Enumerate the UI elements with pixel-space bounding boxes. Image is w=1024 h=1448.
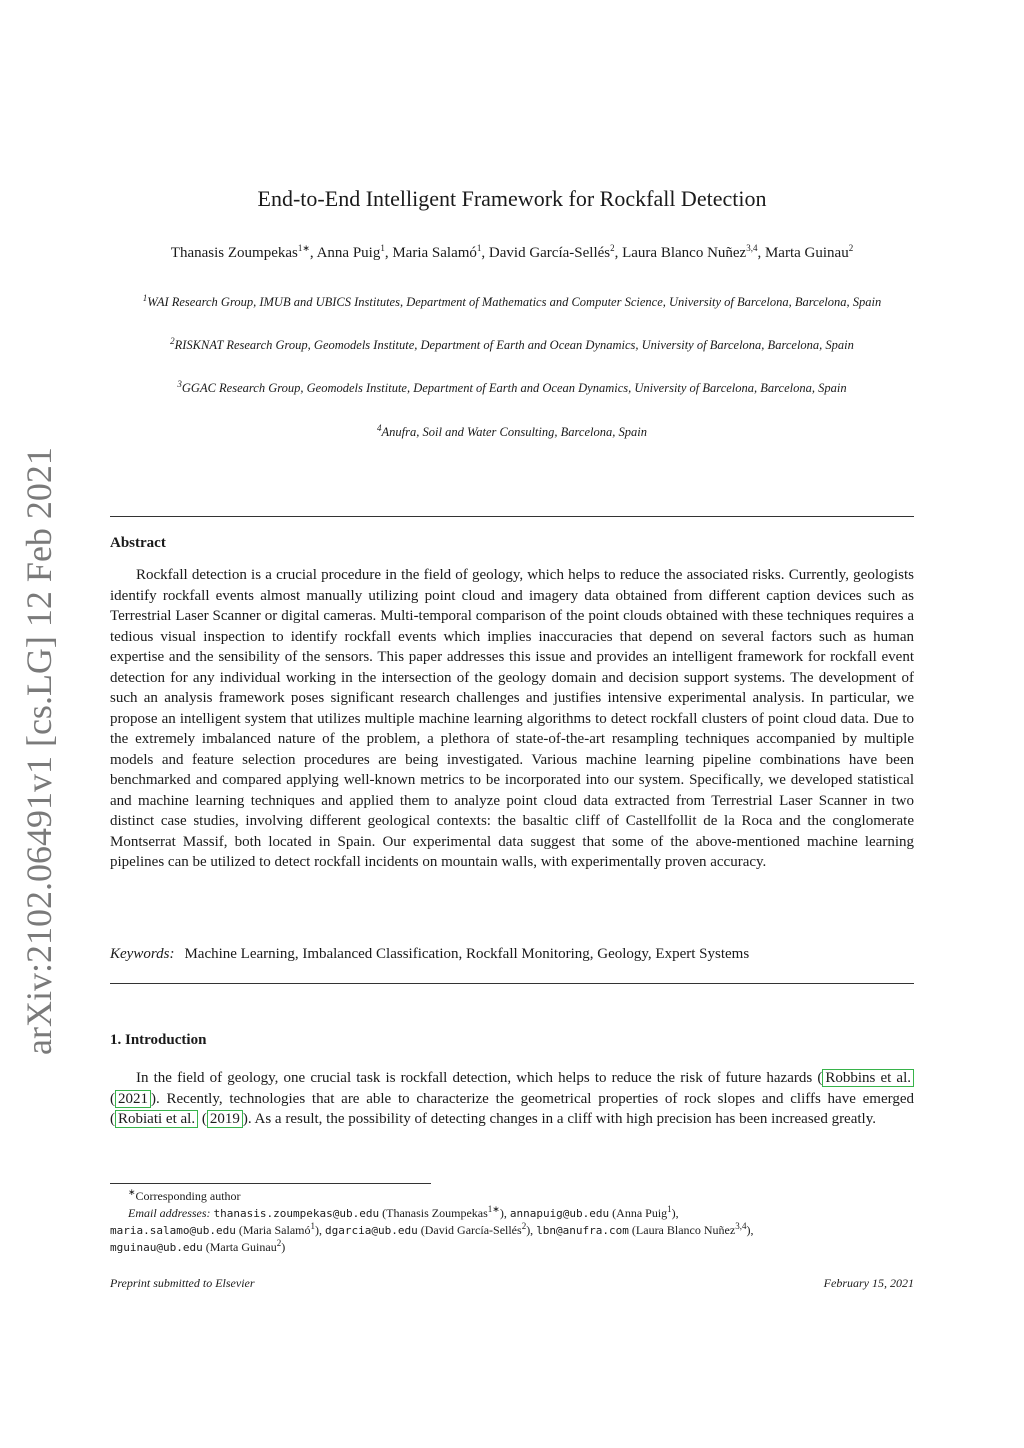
citation-year-link[interactable]: 2019 <box>207 1110 243 1128</box>
corresponding-text: Corresponding author <box>135 1189 241 1203</box>
intro-text-part: ). Recently, technologies that are able to characterize the geometrical properties of rock slopes and cliffs have emerged ( <box>110 1090 914 1127</box>
email-owner-sup: 2 <box>276 1238 282 1248</box>
author-sup: 1 <box>476 243 482 253</box>
email-link[interactable]: dgarcia@ub.edu <box>325 1224 418 1237</box>
keywords-text: Machine Learning, Imbalanced Classification, Rockfall Monitoring, Geology, Expert Systems <box>184 946 750 962</box>
author-sup: 1 <box>380 243 385 253</box>
affiliation-3 <box>120 380 904 397</box>
author-name: Thanasis Zoumpekas <box>170 245 298 261</box>
affiliation-sup: 3 <box>177 378 182 389</box>
affiliation-sup: 1 <box>142 292 148 303</box>
keywords <box>110 946 914 963</box>
preprint-date: February 15, 2021 <box>823 1276 914 1290</box>
abstract-top-rule <box>110 516 914 517</box>
intro-text-part: ). As a result, the possibility of detecting changes in a cliff with high precision has been increased greatly. <box>242 1111 876 1127</box>
keywords-label: Keywords: <box>110 946 175 962</box>
author-name: Laura Blanco Nuñez <box>622 245 747 261</box>
email-owner-sup: 1∗ <box>487 1204 500 1214</box>
abstract-heading: Abstract <box>110 535 166 551</box>
footnote-emails: Email addresses: thanasis.zoumpekas@ub.edu (Thanasis Zoumpekas$^{1∗}$), annapuig@ub.edu (Anna Puig$^1$), <box>128 1204 679 1220</box>
citation-year-link[interactable]: 2021 <box>115 1090 151 1108</box>
email-owner: Marta Guinau <box>209 1240 277 1254</box>
email-link[interactable]: thanasis.zoumpekas@ub.edu <box>213 1207 380 1220</box>
citation-link[interactable]: Robiati et al. <box>115 1110 198 1128</box>
author-name: David García-Sellés <box>488 245 611 261</box>
footnote <box>110 1188 914 1256</box>
affiliation-text: Anufra, Soil and Water Consulting, Barcelona, Spain <box>381 425 647 439</box>
email-owner: David García-Sellés <box>424 1223 522 1237</box>
affiliation-sup: 4 <box>377 422 382 433</box>
citation-link[interactable]: Robbins et al. <box>822 1069 914 1087</box>
affiliation-2 <box>120 337 904 354</box>
author-name: Marta Guinau <box>764 245 849 261</box>
section-heading-introduction: 1. Introduction <box>110 1032 207 1048</box>
author-name: Maria Salamó <box>392 245 477 261</box>
introduction-paragraph: In the field of geology, one crucial task is rockfall detection, which helps to reduce the risk of future hazards ( Robbins et al. ( 2021 ). Recently, technologies that are able to characterize the geometrical properties of rock slopes and cliffs have emerged ( Robiati et al. ( 2019 ). As a result, the possibility of detecting changes in a cliff with high precision has been increased greatly. <box>110 1070 914 1127</box>
abstract-text: Rockfall detection is a crucial procedure in the field of geology, which helps to reduce the associated risks. Currently, geologists identify rockfall events almost manually utilizing point cloud and imagery data obtained from different caption devices such as Terrestrial Laser Scanner or digital cameras. Multi-temporal comparison of the point clouds obtained with these techniques requires a tedious visual inspection to identify rockfall events which implies inaccuracies that depend on several factors such as human expertise and the sensibility of the sensors. This paper addresses this issue and provides an intelligent framework for rockfall event detection for any individual working in the intersection of the geology domain and decision support systems. The development of such an analysis framework poses significant research challenges and justifies intensive experimental analysis. In particular, we propose an intelligent system that utilizes multiple machine learning algorithms to detect rockfall clusters of point cloud data. Due to the extremely imbalanced nature of the problem, a plethora of state-of-the-art resampling techniques accompanied by multiple models and feature selection procedures are being investigated. Various machine learning pipeline combinations have been benchmarked and compared applying well-known metrics to be incorporated into our system. Specifically, we developed statistical and machine learning techniques and applied them to analyze point cloud data extracted from Terrestrial Laser Scanner in two distinct case studies, involving different geological contexts: the basaltic cliff of Castellfollit de la Roca and the conglomerate Montserrat Massif, both located in Spain. Our experimental data suggest that some of the above-mentioned machine learning pipelines can be utilized to detect rockfall incidents on mountain walls, with experimentally proven accuracy. <box>110 567 914 870</box>
email-link[interactable]: mguinau@ub.edu <box>110 1241 203 1254</box>
author-sup: 3,4 <box>746 243 758 253</box>
affiliation-text: GGAC Research Group, Geomodels Institute, Department of Earth and Ocean Dynamics, University of Barcelona, Barcelona, Spain <box>181 381 847 395</box>
email-owner: Thanasis Zoumpekas <box>386 1206 488 1220</box>
intro-text-part: In the field of geology, one crucial task is rockfall detection, which helps to reduce the risk of future hazards ( <box>136 1070 823 1086</box>
email-owner: Laura Blanco Nuñez <box>635 1223 736 1237</box>
author-sup: 2 <box>610 243 615 253</box>
email-link[interactable]: lbn@anufra.com <box>536 1224 629 1237</box>
paper-title: End-to-End Intelligent Framework for Rockfall Detection <box>257 186 767 211</box>
email-owner: Maria Salamó <box>242 1223 311 1237</box>
affiliation-sup: 2 <box>170 335 175 346</box>
author-sup: 1∗ <box>297 243 310 253</box>
email-owner-sup: 2 <box>521 1221 527 1231</box>
affiliation-text: WAI Research Group, IMUB and UBICS Institutes, Department of Mathematics and Computer Science, University of Barcelona, Barcelona, Spain <box>147 295 882 309</box>
email-link[interactable]: maria.salamo@ub.edu <box>110 1224 236 1237</box>
email-owner-sup: 1 <box>667 1204 672 1214</box>
affiliation-text: RISKNAT Research Group, Geomodels Institute, Department of Earth and Ocean Dynamics, University of Barcelona, Barcelona, Spain <box>174 338 854 352</box>
email-label: Email addresses: <box>128 1206 211 1220</box>
author-sup: 2 <box>848 243 854 253</box>
footnote-emails-cont: mguinau@ub.edu (Marta Guinau$^2$) <box>110 1238 286 1254</box>
preprint-note: Preprint submitted to Elsevier <box>110 1276 255 1290</box>
email-link[interactable]: annapuig@ub.edu <box>509 1207 610 1220</box>
footnote-emails-cont: maria.salamo@ub.edu (Maria Salamó$^1$), dgarcia@ub.edu (David García-Sellés$^2$), lbn@anufra.com (Laura Blanco Nuñez$^{3,4}$), <box>110 1221 754 1237</box>
email-owner: Anna Puig <box>616 1206 668 1220</box>
email-owner-sup: 3,4 <box>735 1221 747 1231</box>
affiliation-4 <box>120 424 904 441</box>
abstract-bottom-rule <box>110 983 914 984</box>
author-name: Anna Puig <box>316 245 381 261</box>
email-owner-sup: 1 <box>310 1221 315 1231</box>
footnote-corresponding: ∗Corresponding author <box>128 1187 241 1203</box>
author-list: Thanasis Zoumpekas$^{1∗}$, Anna Puig$^1$, Maria Salamó$^1$, David García-Sellés$^2$, Laura Blanco Nuñez$^{3,4}$, Marta Guinau$^2$ <box>170 243 854 261</box>
footnote-rule <box>110 1183 431 1184</box>
arxiv-stamp: arXiv:2102.06491v1 [cs.LG] 12 Feb 2021 <box>19 447 59 1055</box>
affiliation-1 <box>120 294 904 311</box>
